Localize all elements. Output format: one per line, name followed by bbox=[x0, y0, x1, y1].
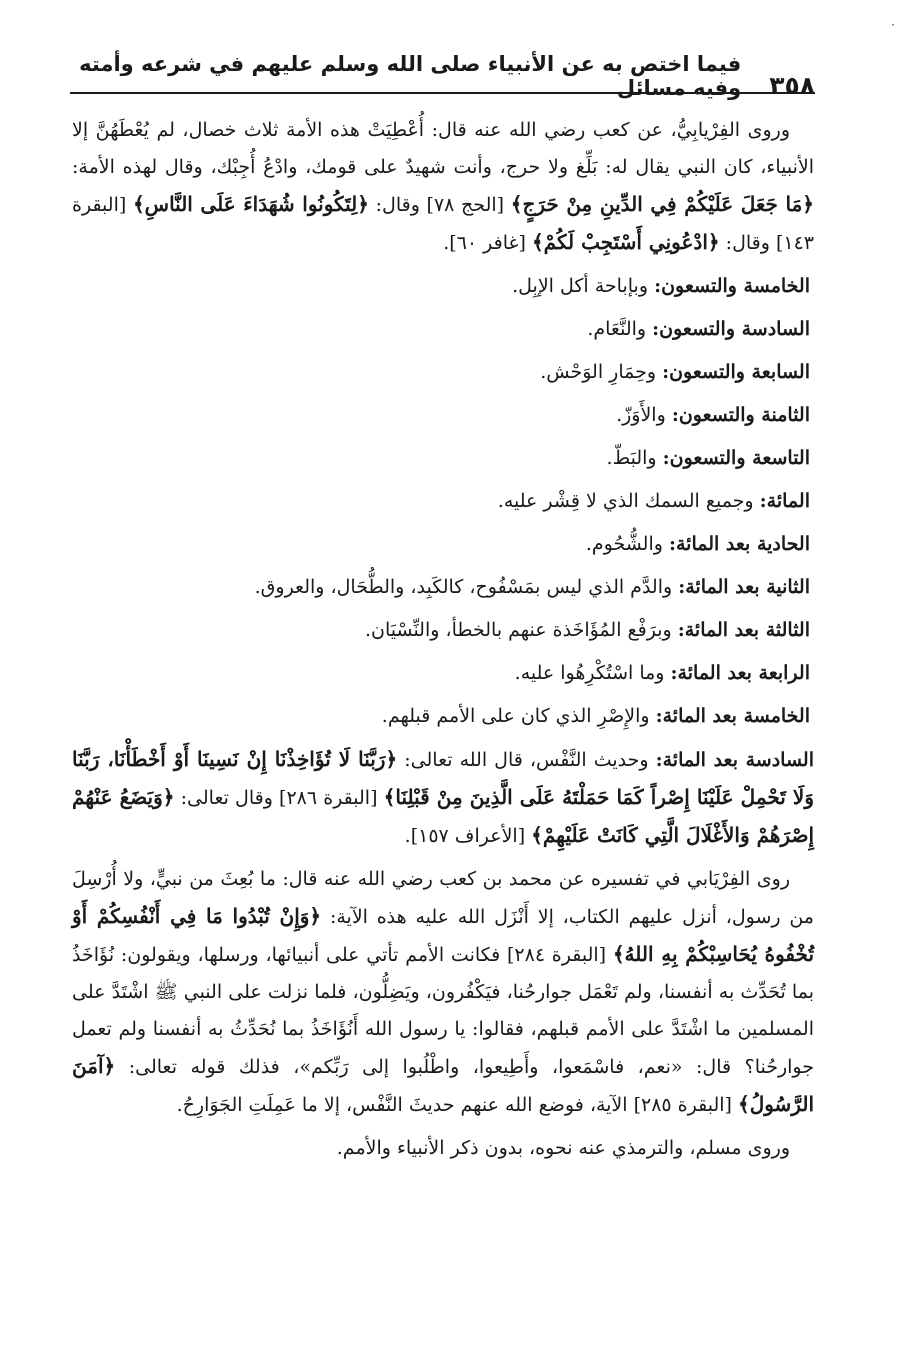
entry-text: والأَوَزّ. bbox=[616, 404, 672, 426]
entry-label: الخامسة والتسعون: bbox=[654, 275, 810, 297]
paragraph-kaab bbox=[72, 112, 814, 262]
entry-label: السابعة والتسعون: bbox=[662, 361, 810, 383]
text-run: [البقرة ١٤٣] وقال: bbox=[72, 194, 814, 254]
entry-text: والشُّحُوم. bbox=[585, 533, 669, 555]
quran-verse: ﴿آمَنَ الرَّسُولُ﴾ bbox=[72, 1054, 814, 1116]
list-item bbox=[72, 311, 814, 348]
entry-text: وحِمَارِ الوَحْش. bbox=[540, 361, 663, 383]
quran-verse: ﴿مَا جَعَلَ عَلَيْكُمْ فِي الدِّينِ مِنْ حَرَجٍ﴾ bbox=[510, 192, 815, 216]
entry-text: وبرَفْع المُؤَاخَذة عنهم بالخطأ، والنِّسْيَان. bbox=[364, 619, 678, 641]
list-item bbox=[72, 354, 814, 391]
header-rule bbox=[70, 92, 815, 94]
text-run: وروى الفِرْيابِيُّ، عن كعب رضي الله عنه قال: أُعْطِيَتْ هذه الأمة ثلاث خصال، لم يُعْطَهُنَّ إلا الأنبياء، كان النبي يقال له: بَلِّغ ولا حرج، وأنت شهيدٌ على قومك، وادْعُ أُجِبْك، وقال لهذه الأمة: bbox=[72, 119, 814, 178]
list-item bbox=[72, 483, 814, 520]
text-run: روى الفِرْيَابي في تفسيره عن محمد بن كعب رضي الله عنه قال: ما بُعِثَ من نبيٍّ، ولا أُرْسِلَ من رسول، أنزل عليهم الكتاب، إلا أَنْزَل الله عليه هذه الآية: bbox=[72, 868, 814, 928]
entry-label: الثالثة بعد المائة: bbox=[677, 619, 810, 641]
quran-verse: ﴿لِتَكُونُوا شُهَدَاءَ عَلَى النَّاسِ﴾ bbox=[132, 192, 369, 216]
text-run: وحديث النَّفْس، قال الله تعالى: bbox=[397, 749, 656, 771]
list-item bbox=[72, 569, 814, 606]
entry-text: والنَّعَام. bbox=[587, 318, 653, 340]
text-run: [الحج ٧٨] وقال: bbox=[368, 194, 511, 216]
list-item bbox=[72, 268, 814, 305]
entry-text: والإِصْرِ الذي كان على الأمم قبلهم. bbox=[381, 705, 656, 727]
quran-verse: ﴿ادْعُونِي أَسْتَجِبْ لَكُمْ﴾ bbox=[531, 230, 720, 254]
entry-text: وما اسْتُكْرِهُوا عليه. bbox=[514, 662, 671, 684]
text-run: [البقرة ٢٨٦] وقال تعالى: bbox=[174, 787, 384, 809]
quran-verse: ﴿وَإِنْ تُبْدُوا مَا فِي أَنْفُسِكُمْ أَوْ تُخْفُوهُ يُحَاسِبْكُمْ بِهِ اللهُ﴾ bbox=[72, 904, 815, 966]
text-run: [غافر ٦٠]. bbox=[443, 232, 532, 254]
quran-verse: ﴿وَيَضَعُ عَنْهُمْ إِصْرَهُمْ وَالأَغْلَالَ الَّتِي كَانَتْ عَلَيْهِمْ﴾ bbox=[72, 785, 814, 847]
entry-label: الخامسة بعد المائة: bbox=[655, 705, 810, 727]
list-item bbox=[72, 698, 814, 735]
entry-text: والبَطّ. bbox=[606, 447, 663, 469]
paragraph-sixth-after-hundred bbox=[72, 741, 814, 855]
list-item bbox=[72, 655, 814, 692]
entry-label: الثامنة والتسعون: bbox=[671, 404, 810, 426]
entry-text: وبإباحة أكل الإبِل. bbox=[512, 275, 655, 297]
running-title: فيما اختص به عن الأنبياء صلى الله وسلم عليهم في شرعه وأمته وفيه مسائل bbox=[79, 52, 742, 100]
paragraph-firyabi bbox=[72, 861, 814, 1124]
text-run: [البقرة ٢٨٤] فكانت الأمم تأتي على أنبيائها، ورسلها، ويقولون: نُؤَاخَذُ بما تُحَدِّث به أنفسنا، ولم تَعْمَل جوارحُنا، فيَكْفُرون، ويَضِلُّون، فلما نزلت على النبي ﷺ اشْتَدَّ على المسلمين ما اشْتَدَّ على الأمم قبلهم، فقالوا: يا رسول الله أَنُؤَاخَذُ بما نُحَدِّثُ به أنفسنا ولم تعمل جوارحُنا؟ قال: «نعم، فاسْمَعوا، وأَطِيعوا، واطْلُبوا إلى رَبِّكم»، فذلك قوله تعالى: bbox=[72, 944, 814, 1078]
entry-label: التاسعة والتسعون: bbox=[662, 447, 810, 469]
entry-label: الرابعة بعد المائة: bbox=[670, 662, 810, 684]
quran-verse: ﴿رَبَّنَا لَا تُؤَاخِذْنَا إِنْ نَسِينَا أَوْ أَخْطَأْنَا، رَبَّنَا وَلَا تَحْمِلْ عَلَيْنَا إِصْراً كَمَا حَمَلْتَهُ عَلَى الَّذِينَ مِنْ قَبْلِنَا﴾ bbox=[72, 747, 814, 809]
page-body bbox=[72, 112, 814, 1173]
entry-label: الحادية بعد المائة: bbox=[668, 533, 810, 555]
entry-text: والدَّم الذي ليس بمَسْفُوح، كالكَبِد، والطُّحَال، والعروق. bbox=[254, 576, 679, 598]
corner-mark: · bbox=[891, 18, 895, 32]
entry-label: المائة: bbox=[759, 490, 810, 512]
list-item bbox=[72, 612, 814, 649]
paragraph-muslim: وروى مسلم، والترمذي عنه نحوه، بدون ذكر الأنبياء والأمم. bbox=[336, 1137, 790, 1159]
page-number: ٣٥٨ bbox=[769, 71, 815, 100]
list-item bbox=[72, 526, 814, 563]
entry-label: الثانية بعد المائة: bbox=[678, 576, 810, 598]
text-run: [الأعراف ١٥٧]. bbox=[404, 825, 532, 847]
entry-label: السادسة والتسعون: bbox=[652, 318, 810, 340]
entry-label: السادسة بعد المائة: bbox=[655, 749, 814, 771]
list-item bbox=[72, 397, 814, 434]
list-item bbox=[72, 440, 814, 477]
entry-text: وجميع السمك الذي لا قِشْر عليه. bbox=[497, 490, 760, 512]
text-run: [البقرة ٢٨٥] الآية، فوضع الله عنهم حديثَ النَّفْس، إلا ما عَمِلَتِ الجَوَارِحُ. bbox=[176, 1094, 738, 1116]
